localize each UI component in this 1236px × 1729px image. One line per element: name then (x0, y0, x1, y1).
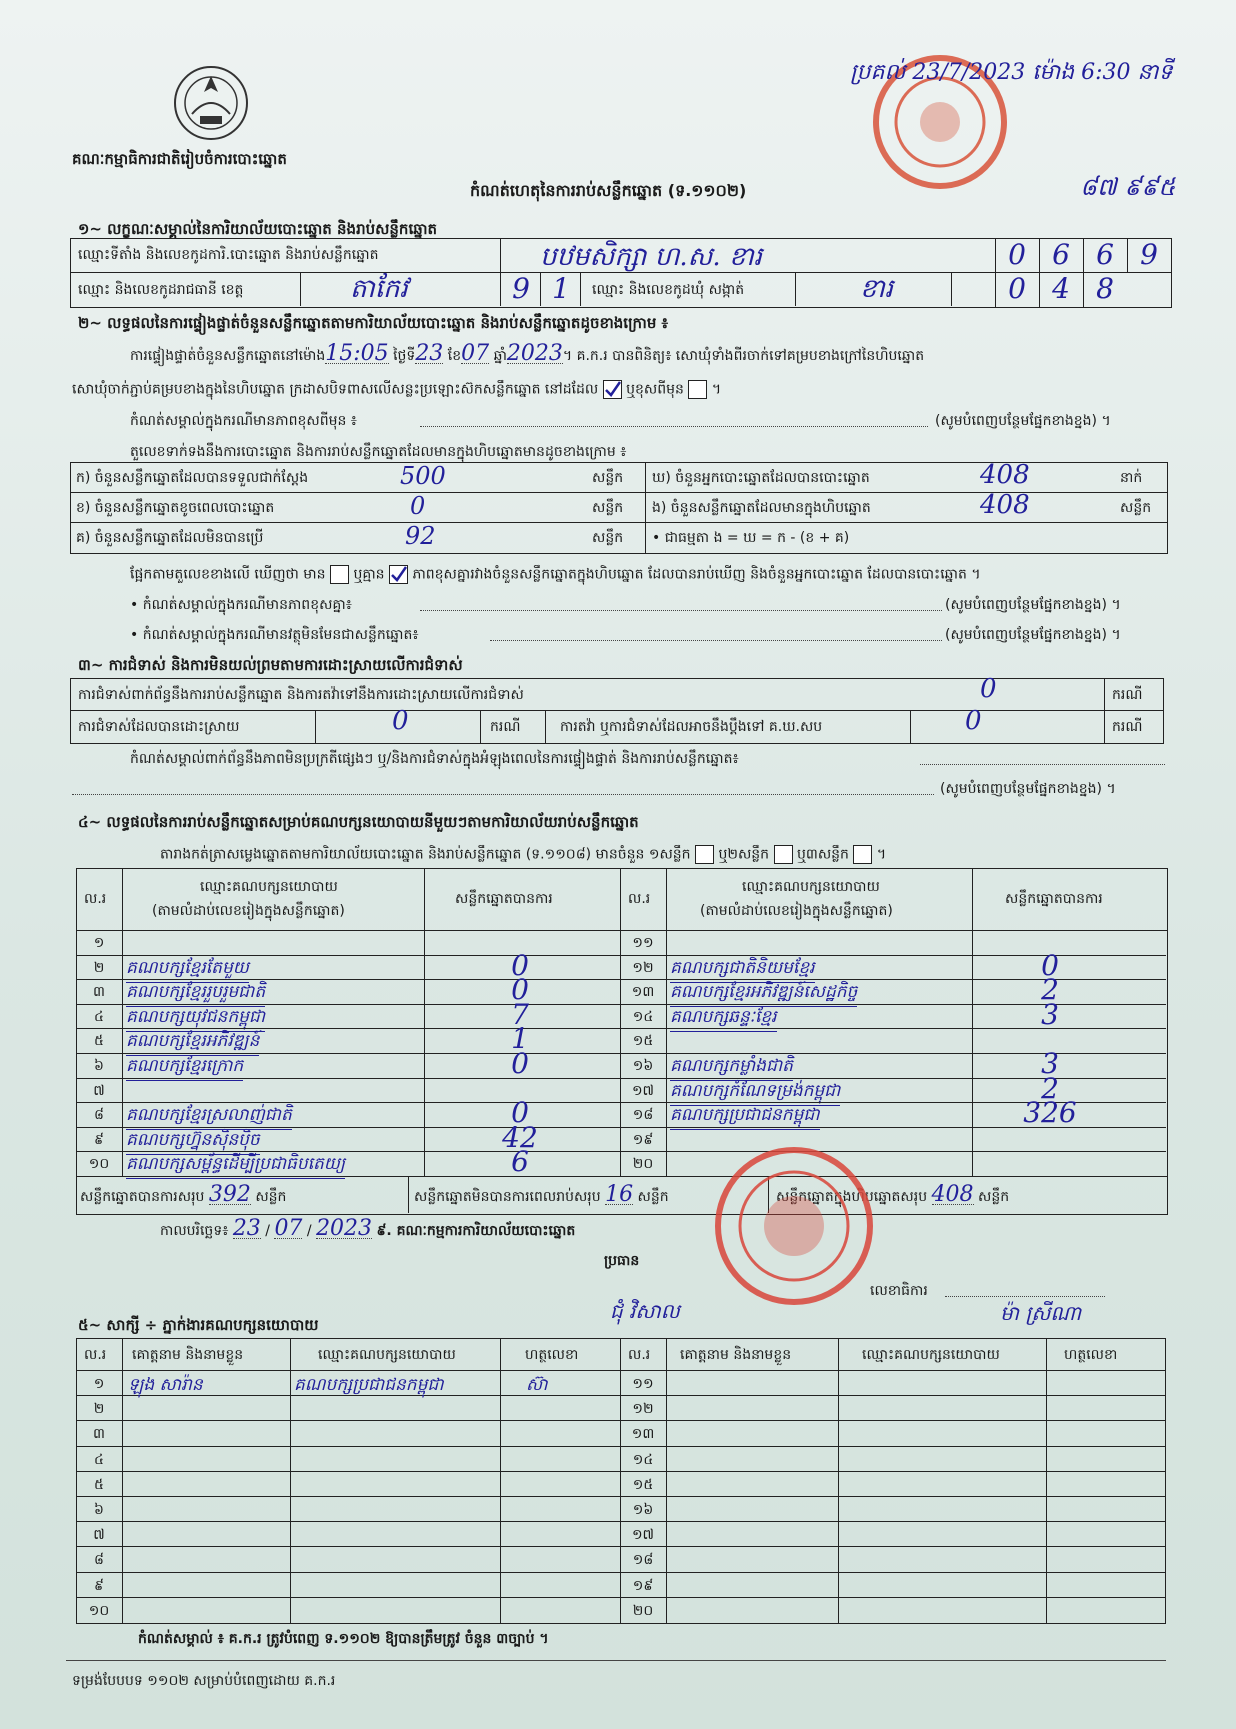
verification-time: 15:05 (325, 341, 389, 366)
discrepancy-none-label: ឬគ្មាន (353, 566, 385, 583)
witness-row-number: ៨ (94, 1552, 104, 1569)
table-row-divider (620, 1028, 1166, 1029)
party-row-number: ២ (93, 959, 105, 976)
station-code-digit: 0 (1008, 238, 1026, 271)
party-row-number: ១៧ (631, 1082, 655, 1099)
section1-title: ១~ លក្ខណៈសម្គាល់នៃការិយាល័យបោះឆ្នោត និងរាប់សន្លឹកឆ្នោត (78, 220, 438, 238)
irregularity-note-line (920, 764, 1165, 765)
witness-row-number: ៣ (93, 1426, 105, 1443)
party-name: គណបក្សខ្មែរតែមួយ (126, 957, 249, 983)
three-sheet-label: ឬ៣សន្លឹក (796, 846, 849, 863)
section4-title: ៤~ លទ្ធផលនៃការរាប់សន្លឹកឆ្នោតសម្រាប់គណបក្សនយោបាយនីមួយៗតាមការិយាល័យរាប់សន្លឹកឆ្នោត (78, 813, 639, 831)
fill-hint: (សូមបំពេញបន្ថែមផ្នែកខាងខ្នង) ។ (935, 413, 1111, 429)
discrepancy-line (130, 565, 981, 584)
date-year: 2023 (316, 1216, 373, 1241)
has-difference-checkbox[interactable] (330, 565, 349, 584)
verification-text (130, 341, 925, 366)
province-code-digit: 9 (512, 272, 530, 305)
party-row-number: ១០ (88, 1156, 110, 1173)
col-header-party-sub: (តាមលំដាប់លេខរៀងក្នុងសន្លឹកឆ្នោត) (152, 903, 345, 919)
commune-name-value: ខារ (860, 274, 894, 304)
secretary-signature-line (945, 1296, 1105, 1297)
commune-code-digit: 8 (1096, 272, 1114, 305)
party-name: គណបក្សប្រជាជនកម្ពុជា (670, 1104, 820, 1130)
party-votes: 326 (1023, 1096, 1077, 1130)
witness-row-number: ១៤ (632, 1451, 654, 1468)
national-emblem-icon (170, 62, 252, 144)
party-row-number: ៥ (94, 1033, 104, 1050)
witness-row-number: ១៥ (632, 1476, 654, 1493)
irregularity-note-line (72, 794, 934, 795)
total-valid-line (80, 1182, 287, 1207)
witness-col-no: ល.រ (84, 1347, 107, 1363)
commission-name: គណៈកម្មាធិការជាតិរៀបចំការបោះឆ្នោត (72, 150, 287, 168)
secretary-name: ម៉ា ស្រីណា (1000, 1301, 1082, 1325)
objection-row1-label: ការជំទាស់ពាក់ព័ន្ធនឹងការរាប់សន្លឹកឆ្នោត និងការតវ៉ាទៅនឹងការដោះស្រាយលើការជំទាស់ (78, 687, 524, 703)
tally-sheet-text: តារាងកត់ត្រាសម្លេងឆ្នោតតាមការិយាល័យបោះឆ្នោត និងរាប់សន្លឹកឆ្នោត (ទ.១១០៨) មានចំនួន ១សន្លឹក (160, 846, 691, 863)
section3-title: ៣~ ការជំទាស់ និងការមិនយល់ព្រមតាមការដោះស្រាយលើការជំទាស់ (78, 656, 463, 674)
date-month: 07 (274, 1216, 303, 1241)
party-votes: 42 (502, 1120, 538, 1154)
count-formula: • ជាធម្មតា ង = ឃ = ក - (ខ + គ) (652, 530, 850, 546)
count-value-c: 92 (405, 522, 436, 550)
party-row-number: ១៦ (632, 1058, 654, 1074)
official-seal-icon (712, 1144, 876, 1308)
witness-row-number: ១២ (632, 1401, 654, 1418)
table-row-divider (620, 1151, 1166, 1152)
objection-resolved-label: ការជំទាស់ដែលបានដោះស្រាយ (78, 719, 240, 735)
page-reference: ៨៧ ៩៩៥ (1080, 173, 1176, 201)
party-row-number: ១១ (632, 935, 654, 951)
day-label: ថ្ងៃទី (393, 348, 416, 364)
witness-row-number: ១ (93, 1376, 105, 1392)
objection-unit: ករណី (1112, 719, 1143, 735)
province-label: ឈ្មោះ និងលេខកូដរាជធានី ខេត្ត (78, 282, 244, 298)
party-row-number: ២០ (632, 1156, 654, 1173)
difference-note-bullet: • កំណត់សម្គាល់ក្នុងករណីមានភាពខុសគ្នា៖ (130, 597, 352, 613)
fill-hint: (សូមបំពេញបន្ថែមផ្នែកខាងខ្នង) ។ (945, 627, 1121, 643)
witness-row-number: ៩ (94, 1577, 104, 1594)
footer-note: កំណត់សម្គាល់ ៖ គ.ក.រ ត្រូវបំពេញ ទ.១១០២ ឱ្យបានត្រឹមត្រូវ ចំនួន ៣ច្បាប់ ។ (138, 1631, 549, 1647)
total-valid-value: 392 (208, 1182, 251, 1207)
witness-row-number: ១៨ (632, 1552, 654, 1569)
station-code-digit: 6 (1052, 238, 1070, 271)
unchanged-checkbox[interactable] (603, 380, 622, 399)
total-unit: សន្លឹក (977, 1189, 1010, 1205)
witness-party: គណបក្សប្រជាជនកម្ពុជា (294, 1375, 444, 1395)
witness-row-divider (76, 1546, 1165, 1547)
party-votes: 2 (1041, 973, 1059, 1007)
party-votes: 6 (511, 1145, 529, 1179)
count-unit: សន្លឹក (592, 470, 624, 486)
witness-name: ឡុង សារ៉ាន (128, 1375, 203, 1395)
total-valid-label: សន្លឹកឆ្នោតបានការសរុប (80, 1189, 205, 1205)
party-name: គណបក្សខ្មែររួបរួមជាតិ (126, 981, 265, 1007)
party-row-number: ៤ (94, 1008, 104, 1025)
objection-unit: ករណី (490, 719, 521, 735)
province-name-value: តាកែវ (350, 274, 408, 304)
total-box-label: សន្លឹកឆ្នោតក្នុងហិបឆ្នោតសរុប (776, 1189, 928, 1205)
party-votes: 3 (1041, 997, 1059, 1031)
footer-form-ref: ទម្រង់បែបបទ ១១០២ សម្រាប់បំពេញដោយ គ.ក.រ (72, 1673, 336, 1689)
party-votes: 3 (1041, 1047, 1059, 1080)
objection-appeal-value: 0 (965, 706, 982, 736)
count-label-c: គ) ចំនួនសន្លឹកឆ្នោតដែលមិនបានប្រើ (76, 530, 264, 546)
witness-row-divider (76, 1572, 1165, 1573)
party-row-number: ៨ (94, 1107, 104, 1124)
party-name: គណបក្សខ្មែរក្រោក (126, 1055, 243, 1081)
section5-title: ៥~ សាក្សី ÷ ភ្នាក់ងារគណបក្សនយោបាយ (78, 1316, 319, 1334)
count-value-b: 0 (410, 492, 426, 520)
witness-col-no: ល.រ (628, 1347, 651, 1363)
difference-note-line (420, 426, 928, 427)
party-row-number: ៧ (93, 1082, 105, 1099)
col-header-party: ឈ្មោះគណបក្សនយោបាយ (742, 879, 880, 895)
seal-check-text: សោឃុំចាក់ភ្ជាប់គម្របខាងក្នុងនៃហិបឆ្នោត ក្រដាសបិទពាសលើសន្លះប្រឡោះស៊កសន្លឹកឆ្នោត នៅដដែល (72, 381, 599, 398)
witness-row-number: ៧ (93, 1527, 105, 1544)
footer-divider (66, 1660, 1166, 1661)
commune-label: ឈ្មោះ និងលេខកូដឃុំ សង្កាត់ (592, 282, 745, 298)
station-code-digit: 6 (1096, 238, 1114, 271)
party-votes: 0 (511, 1047, 529, 1080)
col-header-votes: សន្លឹកឆ្នោតបានការ (455, 891, 553, 907)
count-value-a: 500 (400, 462, 446, 490)
witness-row-divider (76, 1496, 1165, 1497)
chair-name: ជុំ វិសាល (610, 1299, 680, 1323)
three-sheet-checkbox[interactable] (853, 845, 872, 864)
irregularity-note-label: កំណត់សម្គាល់ពាក់ព័ន្ធនឹងភាពមិនប្រក្រតីផ្សេងៗ ឬ/និងការជំទាស់ក្នុងអំឡុងពេលនៃការផ្ទៀងផ្ទាត់ និងការរាប់សន្លឹកឆ្នោត៖ (130, 751, 739, 767)
witness-signature: ស៊ា (526, 1375, 548, 1395)
col-header-no: ល.រ (84, 891, 107, 907)
count-label-d: ឃ) ចំនួនអ្នកបោះឆ្នោតដែលបានបោះឆ្នោត (652, 470, 870, 486)
witness-row-divider (76, 1597, 1165, 1598)
witness-row-divider (76, 1395, 1165, 1396)
party-name: គណបក្សខ្មែរអភិវឌ្ឍន៍ (126, 1030, 259, 1056)
count-value-e: 408 (980, 490, 1030, 520)
total-unit: សន្លឹក (255, 1189, 287, 1205)
count-label-a: ក) ចំនួនសន្លឹកឆ្នោតដែលបានទទួលជាក់ស្តែង (76, 470, 309, 486)
party-name: គណបក្សយុវជនកម្ពុជា (126, 1006, 265, 1032)
count-label-e: ង) ចំនួនសន្លឹកឆ្នោតដែលមានក្នុងហិបឆ្នោត (652, 500, 871, 516)
total-invalid-value: 16 (605, 1182, 634, 1207)
signing-body: ៩. គណៈកម្មការការិយាល័យបោះឆ្នោត (376, 1223, 576, 1239)
month-label: ខែ (447, 348, 462, 364)
party-votes: 0 (511, 973, 529, 1007)
commune-code-digit: 0 (1008, 272, 1026, 305)
count-value-d: 408 (980, 460, 1030, 490)
party-name: គណបក្សសម្ព័ន្ធដើម្បីប្រជាធិបតេយ្យ (126, 1153, 345, 1179)
party-row-number: ៣ (93, 984, 105, 1001)
discrepancy-has-label: ផ្អែកតាមតួលេខខាងលើ ឃើញថា មាន (130, 566, 326, 583)
province-code-digit: 1 (552, 272, 570, 305)
col-header-no: ល.រ (628, 891, 651, 907)
station-code-digit: 9 (1140, 238, 1158, 271)
discrepancy-text: ភាពខុសគ្នារវាងចំនួនសន្លឹកឆ្នោតក្នុងហិបឆ្នោត ដែលបានរាប់ឃើញ និងចំនួនអ្នកបោះឆ្នោត ដែលបានបោះឆ្នោត ។ (412, 566, 981, 583)
received-stamp-note: ប្រគល់ 23/7/2023 ម៉ោង 6:30 នាទី (850, 60, 1173, 85)
witness-row-number: ១៣ (631, 1426, 655, 1443)
section2-title: ២~ លទ្ធផលនៃការផ្ទៀងផ្ទាត់ចំនួនសន្លឹកឆ្នោតតាមការិយាល័យបោះឆ្នោត និងរាប់សន្លឹកឆ្នោតដូចខាងក្រោម ៖ (78, 314, 669, 332)
count-unit: សន្លឹក (592, 500, 624, 516)
party-row-number: ១៥ (632, 1033, 654, 1050)
witness-row-number: ១៩ (632, 1577, 654, 1594)
objection-unit: ករណី (1112, 687, 1143, 703)
date-line: កាលបរិច្ឆេទ៖ 23 / 07 / 2023 ៩. គណៈកម្មការការិយាល័យបោះឆ្នោត (160, 1216, 576, 1241)
party-name: គណបក្សខ្មែរស្រលាញ់ជាតិ (126, 1104, 292, 1130)
col-header-party: ឈ្មោះគណបក្សនយោបាយ (200, 879, 338, 895)
count-unit: សន្លឹក (1120, 500, 1152, 516)
party-row-number: ១២ (632, 959, 654, 976)
witness-row-number: ១០ (88, 1602, 110, 1619)
station-label: ឈ្មោះទីតាំង និងលេខកូដការិ.បោះឆ្នោត និងរាប់សន្លឹកឆ្នោត (78, 247, 379, 263)
witness-row-number: ២ (93, 1401, 105, 1418)
objection-resolved-value: 0 (392, 706, 409, 736)
table-row-divider (620, 1127, 1166, 1128)
witness-col-sign: ហត្ថលេខា (525, 1347, 579, 1363)
changed-label: ឬខុសពីមុន (626, 381, 684, 398)
total-unit: សន្លឹក (637, 1189, 669, 1205)
party-row-number: ១៤ (632, 1008, 654, 1025)
party-votes: 2 (1041, 1071, 1059, 1105)
fill-hint: (សូមបំពេញបន្ថែមផ្នែកខាងខ្នង) ។ (945, 597, 1121, 613)
party-votes: 0 (511, 1096, 529, 1130)
party-votes: 0 (1041, 948, 1059, 982)
total-box-value: 408 (931, 1182, 974, 1207)
verification-text-end: ។ គ.ក.រ បានពិនិត្យ៖ សោឃុំទាំងពីរចាក់ទៅគម្របខាងក្រៅនៃហិបឆ្នោត (562, 348, 925, 364)
witness-row-number: ២០ (632, 1602, 654, 1619)
witness-row-number: ៦ (94, 1502, 104, 1518)
fill-hint: (សូមបំពេញបន្ថែមផ្នែកខាងខ្នង) ។ (940, 781, 1116, 797)
table-intro: តួលេខទាក់ទងនឹងការបោះឆ្នោត និងការរាប់សន្លឹកឆ្នោតដែលមានក្នុងហិបឆ្នោតមានដូចខាងក្រោម ៖ (130, 444, 627, 460)
party-name: គណបក្សជាតិនិយមខ្មែរ (670, 957, 815, 983)
objection-row1-value: 0 (980, 674, 997, 704)
witness-row-number: ១៧ (631, 1527, 655, 1544)
secretary-label: លេខាធិការ (870, 1283, 928, 1299)
party-votes: 0 (511, 948, 529, 982)
count-unit: សន្លឹក (592, 530, 624, 546)
count-unit: នាក់ (1120, 470, 1143, 486)
witness-row-number: ៤ (94, 1451, 104, 1468)
objection-appeal-label: ការតវ៉ា ឬការជំទាស់ដែលអាចនឹងប្តឹងទៅ គ.ឃ.សប (560, 719, 823, 735)
party-name: គណបក្សកម្លាំងជាតិ (670, 1055, 793, 1081)
witness-row-number: ១១ (632, 1376, 654, 1392)
verification-day: 23 (415, 341, 444, 366)
difference-note-line (420, 610, 942, 611)
form-title: កំណត់ហេតុនៃការរាប់សន្លឹកឆ្នោត (ទ.១១០២) (470, 181, 747, 200)
two-sheet-label: ឬ២សន្លឹក (718, 846, 770, 863)
party-row-number: ៩ (94, 1131, 104, 1148)
changed-checkbox[interactable] (688, 380, 707, 399)
tally-sheet-line: តារាងកត់ត្រាសម្លេងឆ្នោតតាមការិយាល័យបោះឆ្នោត និងរាប់សន្លឹកឆ្នោត (ទ.១១០៨) មានចំនួន ១សន្លឹក ឬ២សន្លឹក ឬ៣សន្លឹក ។ (160, 846, 887, 863)
party-row-number: ១៩ (632, 1131, 654, 1148)
party-row-number: ១៣ (631, 984, 655, 1001)
witness-col-name: គោត្តនាម និងនាមខ្លួន (132, 1347, 244, 1363)
foreign-object-line (490, 640, 942, 641)
witness-col-party: ឈ្មោះគណបក្សនយោបាយ (862, 1347, 1000, 1363)
two-sheet-checkbox[interactable] (774, 845, 793, 864)
seal-check-line: សោឃុំចាក់ភ្ជាប់គម្របខាងក្នុងនៃហិបឆ្នោត ក្រដាសបិទពាសលើសន្លះប្រឡោះស៊កសន្លឹកឆ្នោត នៅដដែល ឬខុសពីមុន ។ (72, 381, 722, 398)
date-label: កាលបរិច្ឆេទ៖ (160, 1223, 229, 1239)
one-sheet-checkbox[interactable] (695, 845, 714, 864)
party-votes: 7 (511, 997, 529, 1031)
witness-col-party: ឈ្មោះគណបក្សនយោបាយ (318, 1347, 456, 1363)
table-row-divider (76, 1078, 620, 1079)
verification-time-label: ការផ្ទៀងផ្ទាត់ចំនួនសន្លឹកឆ្នោតនៅម៉ោង (130, 348, 326, 364)
col-header-votes: សន្លឹកឆ្នោតបានការ (1005, 891, 1103, 907)
total-invalid-label: សន្លឹកឆ្នោតមិនបានការពេលរាប់សរុប (414, 1189, 601, 1205)
party-row-number: ១៨ (632, 1107, 654, 1124)
witness-row-divider (76, 1446, 1165, 1447)
difference-note-label: កំណត់សម្គាល់ក្នុងករណីមានភាពខុសពីមុន ៖ (130, 413, 357, 429)
commune-code-digit: 4 (1052, 272, 1070, 305)
date-day: 23 (232, 1216, 261, 1241)
witness-col-name: គោត្តនាម និងនាមខ្លួន (680, 1347, 792, 1363)
verification-year: 2023 (506, 341, 563, 366)
party-row-number: ៦ (94, 1058, 104, 1074)
witness-row-divider (76, 1521, 1165, 1522)
party-name: គណបក្សកំណែទម្រង់កម្ពុជា (670, 1080, 840, 1106)
party-name: គណបក្សឆន្ទៈខ្មែរ (670, 1006, 777, 1032)
witness-col-sign: ហត្ថលេខា (1064, 1347, 1118, 1363)
year-label: ឆ្នាំ (493, 348, 507, 364)
verification-month: 07 (461, 341, 490, 366)
count-label-b: ខ) ចំនួនសន្លឹកឆ្នោតខូចពេលបោះឆ្នោត (76, 500, 275, 516)
chair-label: ប្រធាន (604, 1253, 640, 1269)
foreign-object-bullet: • កំណត់សម្គាល់ក្នុងករណីមានវត្ថុមិនមែនជាសន្លឹកឆ្នោត៖ (130, 627, 419, 643)
witness-row-number: ១៦ (632, 1502, 654, 1518)
party-name: គណបក្សហ្វ៊ុនស៊ិនប៉ិច (126, 1129, 260, 1155)
party-votes: 1 (511, 1022, 529, 1056)
witness-row-number: ៥ (94, 1476, 104, 1493)
witness-row-divider (76, 1420, 1165, 1421)
station-name-value: បឋមសិក្សា ហ.ស. ខារ (540, 242, 762, 272)
no-difference-checkbox[interactable] (389, 565, 408, 584)
total-invalid-line (414, 1182, 669, 1207)
col-header-party-sub: (តាមលំដាប់លេខរៀងក្នុងសន្លឹកឆ្នោត) (700, 903, 893, 919)
party-row-number: ១ (93, 935, 105, 951)
party-name: គណបក្សខ្មែរអភិវឌ្ឍន៍សេដ្ឋកិច្ច (670, 981, 857, 1007)
witness-row-divider (76, 1471, 1165, 1472)
